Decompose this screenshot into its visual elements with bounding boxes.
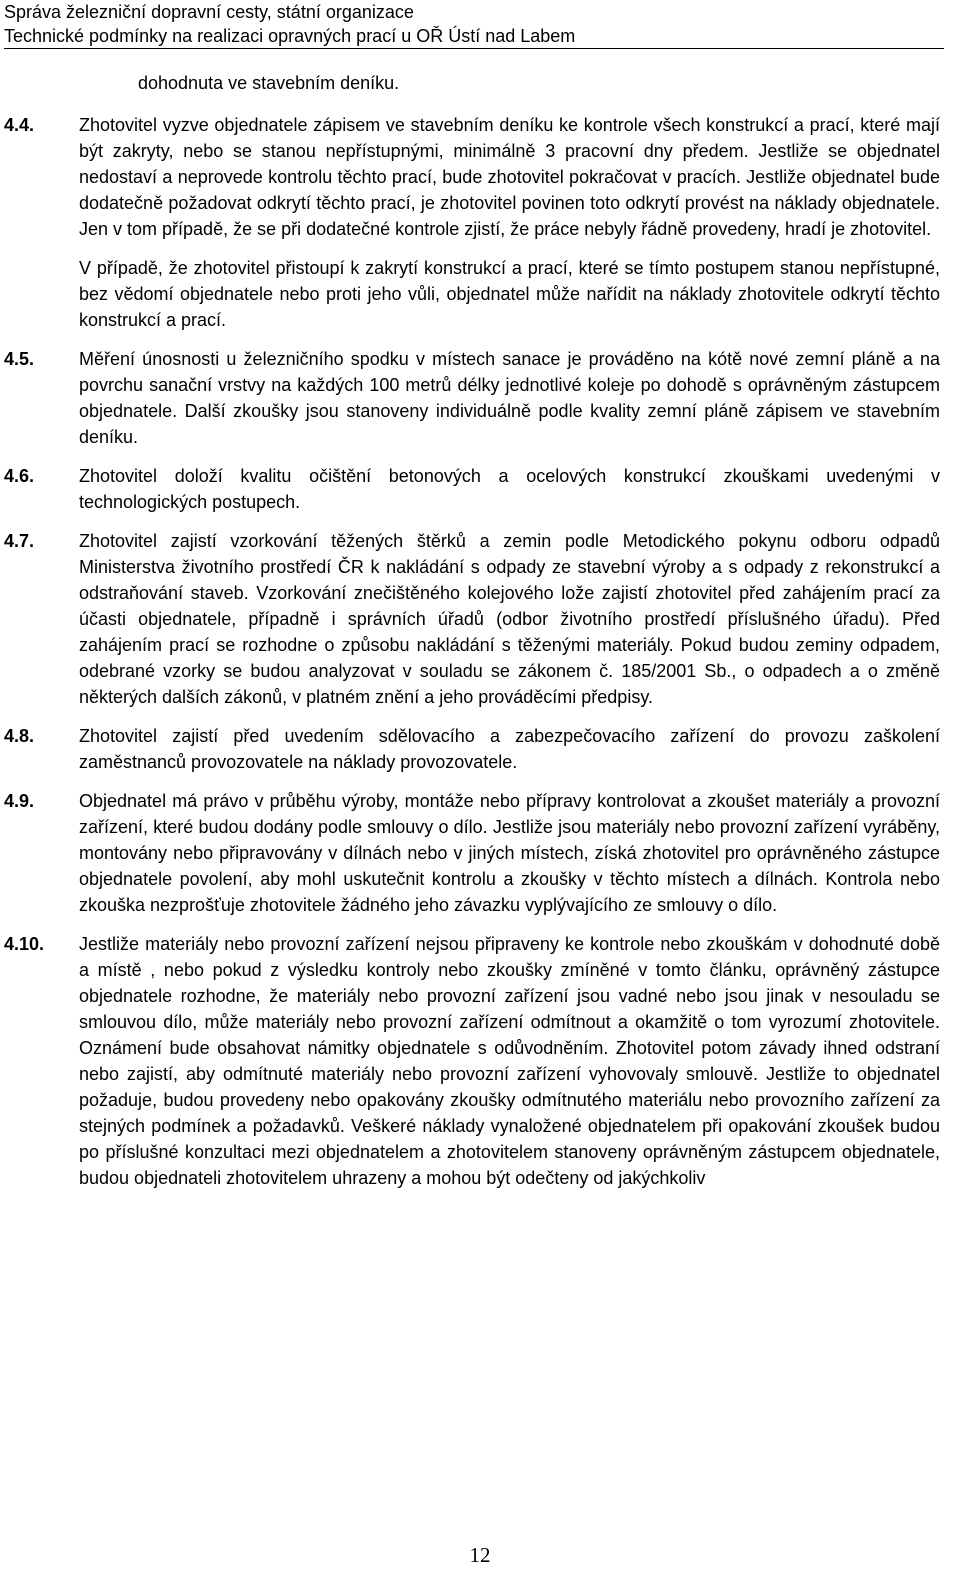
section-4-5: [0, 346, 960, 450]
sections-list: [0, 112, 960, 1191]
section-paragraph: Zhotovitel doloží kvalitu očištění betonových a ocelových konstrukcí zkouškami uvedenými v technologických postupech.: [79, 466, 940, 512]
section-body: [79, 463, 940, 515]
section-paragraph: Měření únosnosti u železničního spodku v místech sanace je prováděno na kótě nové zemní pláně a na povrchu sanační vrstvy na každých 100 metrů délky jednotlivé koleje po dohodě s oprávněným zástupcem objednatele. Další zkoušky jsou stanoveny individuálně podle kvality zemní pláně zápisem ve stavebním deníku.: [79, 349, 940, 447]
section-body: [79, 788, 940, 918]
section-paragraph: Zhotovitel zajistí vzorkování těžených štěrků a zemin podle Metodického pokynu odboru odpadů Ministerstva životního prostředí ČR k nakládání s odpady ze stavební výroby a s odpady z rekonstrukcí a odstraňování staveb. Vzorkování znečištěného kolejového lože zajistí zhotovitel před zahájením prací za účasti objednatele, případně i správních úřadů (odbor životního prostředí příslušného úřadu). Před zahájením prací se rozhodne o způsobu nakládání s těženými materiály. Pokud budou zeminy odpadem, odebrané vzorky se budou analyzovat v souladu se zákonem č. 185/2001 Sb., o odpadech a o změně některých dalších zákonů, v platném znění a jeho prováděcími předpisy.: [79, 531, 940, 707]
page-number: 12: [469, 1543, 491, 1567]
section-paragraph: Jestliže materiály nebo provozní zařízení nejsou připraveny ke kontrole nebo zkouškám v dohodnuté době a místě , nebo pokud z výsledku kontroly nebo zkoušky zmíněné v tomto článku, oprávněný zástupce objednatele rozhodne, že materiály nebo provozní zařízení jsou vadné nebo jsou jinak v nesouladu se smlouvou dílo, může materiály nebo provozní zařízení odmítnout a okamžitě o tom vyrozumí zhotovitele. Oznámení bude obsahovat námitky objednatele s odůvodněním. Zhotovitel potom závady ihned odstraní nebo zajistí, aby odmítnuté materiály nebo provozní zařízení vyhovovaly smlouvě. Jestliže to objednatel požaduje, budou provedeny nebo opakovány zkoušky odmítnutého materiálu nebo provozního zařízení za stejných podmínek a požadavků. Veškeré náklady vynaložené objednatelem při opakování zkoušek budou po příslušné konzultaci mezi objednatelem a zhotovitelem stanoveny oprávněným zástupcem objednatele, budou objednateli zhotovitelem uhrazeny a mohou být odečteny od jakýchkoliv: [79, 934, 940, 1188]
section-paragraph: Objednatel má právo v průběhu výroby, montáže nebo přípravy kontrolovat a zkoušet materiály a provozní zařízení, které budou dodány podle smlouvy o dílo. Jestliže jsou materiály nebo provozní zařízení vyráběny, montovány nebo připravovány v dílnách nebo v jiných místech, získá zhotovitel pro oprávněného zástupce objednatele povolení, aby mohl uskutečnit kontrolu a zkoušky v těchto místech a dílnách. Kontrola nebo zkouška nezprošťuje zhotovitele žádného jeho závazku vyplývajícího ze smlouvy o dílo.: [79, 791, 940, 915]
header-org: Správa železniční dopravní cesty, státní organizace: [4, 2, 414, 22]
section-4-6: [0, 463, 960, 515]
header-title: Technické podmínky na realizaci opravných prací u OŘ Ústí nad Labem: [4, 24, 944, 49]
document-body: [0, 70, 960, 1204]
section-number: 4.4.: [4, 115, 35, 135]
section-number: 4.10.: [4, 934, 45, 954]
page-header: [4, 0, 944, 49]
section-paragraph: Zhotovitel vyzve objednatele zápisem ve stavebním deníku ke kontrole všech konstrukcí a prací, které mají být zakryty, nebo se stanou nepřístupnými, minimálně 3 pracovní dny předem. Jestliže se objednatel nedostaví a neprovede kontrolu těchto prací, bude zhotovitel pokračovat v pracích. Jestliže objednatel bude dodatečně požadovat odkrytí těchto prací, je zhotovitel povinen toto odkrytí provést na náklady objednatele. Jen v tom případě, že se při dodatečné kontrole zjistí, že práce nebyly řádně provedeny, hradí je zhotovitel.: [79, 115, 940, 239]
section-body: [79, 528, 940, 710]
section-body: [79, 112, 940, 333]
section-4-8: [0, 723, 960, 775]
section-paragraph: Zhotovitel zajistí před uvedením sdělovacího a zabezpečovacího zařízení do provozu zaškolení zaměstnanců provozovatele na náklady provozovatele.: [79, 726, 940, 772]
section-body: [79, 346, 940, 450]
section-paragraph: V případě, že zhotovitel přistoupí k zakrytí konstrukcí a prací, které se tímto postupem stanou nepřístupné, bez vědomí objednatele nebo proti jeho vůli, objednatel může nařídit na náklady zhotovitele odkrytí těchto konstrukcí a prací.: [79, 258, 940, 330]
section-4-10: [0, 931, 960, 1191]
section-number: 4.8.: [4, 726, 35, 746]
section-number: 4.5.: [4, 349, 35, 369]
section-number: 4.9.: [4, 791, 35, 811]
section-body: [79, 723, 940, 775]
section-body: [79, 931, 940, 1191]
section-number: 4.6.: [4, 466, 35, 486]
section-4-7: [0, 528, 960, 710]
continuation-text: dohodnuta ve stavebním deníku.: [138, 73, 400, 93]
section-4-9: [0, 788, 960, 918]
section-number: 4.7.: [4, 531, 35, 551]
section-4-4: [0, 112, 960, 333]
